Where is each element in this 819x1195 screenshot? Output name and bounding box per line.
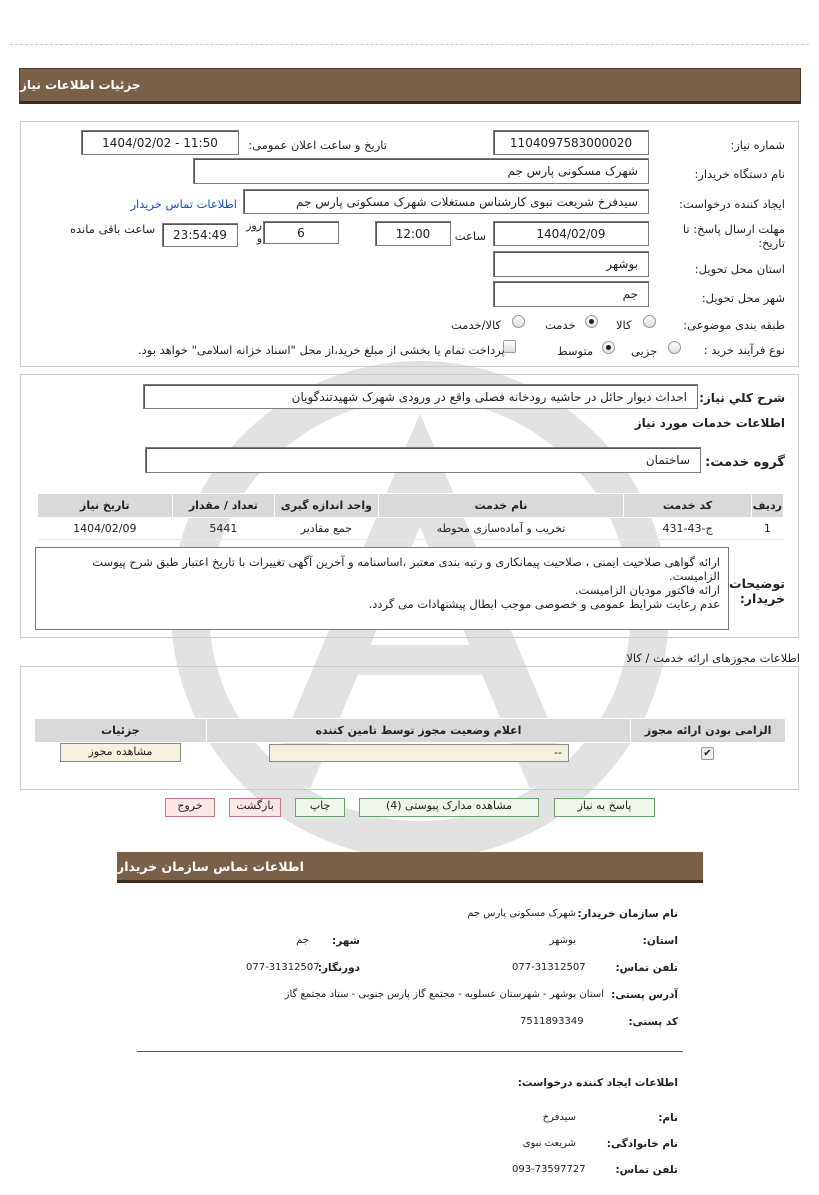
contact-title: اطلاعات تماس سازمان خریدار: [117, 858, 304, 874]
category-radio-goods[interactable]: [643, 315, 656, 328]
buyer-note-line: ارائه گواهی صلاحیت ایمنی ، صلاحیت پیمانکاری و رتبه بندی معتبر ،اساسنامه و آخرین آگهی تغییرات با تاریخ اعتبار طبق شرح پیوست الزامیست.: [92, 555, 720, 583]
deadline-date-field[interactable]: 1404/02/09: [493, 221, 649, 246]
process-option-minor: جزیی: [631, 344, 658, 358]
cell-unit: جمع مقادیر: [275, 518, 379, 540]
services-table: [37, 493, 784, 540]
services-table-header-row: [38, 494, 784, 518]
process-radio-minor[interactable]: [668, 341, 681, 354]
col-unit: واحد اندازه گیری: [275, 494, 379, 518]
view-attachments-button[interactable]: مشاهده مدارک پیوستی (4): [359, 798, 539, 817]
contact-phone-label: تلفن تماس:: [615, 962, 678, 974]
remaining-time-label: ساعت باقی مانده: [70, 222, 156, 236]
print-button[interactable]: چاپ: [295, 798, 345, 817]
buyer-org-field[interactable]: شهرک مسکونی پارس جم: [193, 158, 649, 184]
col-service-code: کد خدمت: [624, 494, 751, 518]
page-title: جزئیات اطلاعات نیاز: [20, 78, 141, 92]
category-radio-service[interactable]: [585, 315, 598, 328]
contact-postal-label: کد پستی:: [628, 1016, 678, 1028]
summary-field[interactable]: احداث دیوار حائل در حاشیه رودخانه فصلی واقع در ورودی شهرک شهیدتندگویان: [143, 384, 698, 409]
contact-fax-label: دورنگار:: [317, 962, 360, 974]
days-label: روز و: [246, 219, 262, 245]
cell-service-name: تخریب و آماده‌سازی محوطه: [378, 518, 624, 540]
creator-name-value: سیدفرخ: [542, 1112, 576, 1123]
contact-address-label: آدرس پستی:: [611, 989, 678, 1001]
cell-quantity: 5441: [172, 518, 275, 540]
days-remaining-field[interactable]: 6: [263, 221, 339, 244]
contact-phone-value: 077-31312507: [512, 962, 586, 973]
creator-field[interactable]: سیدفرخ شریعت نبوی کارشناس مستغلات شهرک مسکونی پارس جم: [243, 189, 649, 214]
reply-to-need-button[interactable]: پاسخ به نیاز: [554, 798, 655, 817]
need-number-field[interactable]: 1104097583000020: [493, 130, 649, 155]
buyer-org-label: نام دستگاه خریدار:: [694, 167, 785, 181]
need-number-label: شماره نیاز:: [730, 138, 785, 152]
table-row: [38, 518, 784, 540]
creator-info-title: اطلاعات ایجاد کننده درخواست:: [517, 1077, 678, 1089]
buyer-notes-label: توضیحات خریدار:: [729, 576, 785, 606]
contact-province-label: استان:: [642, 935, 678, 947]
col-need-date: تاریخ نیاز: [38, 494, 173, 518]
contact-postal-value: 7511893349: [520, 1016, 584, 1027]
province-label: استان محل تحویل:: [694, 262, 785, 276]
category-option-service: خدمت: [545, 318, 576, 332]
col-permit-status: اعلام وضعیت مجوز توسط تامین کننده: [206, 719, 630, 743]
contact-header: [117, 852, 703, 883]
exit-button[interactable]: خروج: [165, 798, 215, 817]
category-option-goods-service: کالا/خدمت: [451, 318, 502, 332]
creator-label: ایجاد کننده درخواست:: [679, 197, 785, 211]
contact-city-value: جم: [296, 935, 309, 946]
permits-title: اطلاعات مجوزهای ارائه خدمت / کالا: [626, 651, 800, 665]
creator-name-label: نام:: [658, 1112, 678, 1124]
view-permit-button[interactable]: مشاهده مجوز: [60, 743, 181, 762]
buyer-notes-box: [35, 547, 729, 630]
col-row-number: ردیف: [751, 494, 783, 518]
buyer-note-line: ارائه فاکتور مودیان الزامیست.: [574, 583, 720, 597]
category-radio-goods-service[interactable]: [512, 315, 525, 328]
contact-province-value: بوشهر: [549, 935, 576, 946]
process-radio-medium[interactable]: [602, 341, 615, 354]
province-field[interactable]: بوشهر: [493, 251, 649, 277]
deadline-hour-label: ساعت: [454, 229, 486, 243]
col-permit-required: الزامی بودن ارائه مجوز: [631, 719, 786, 743]
creator-phone-value: 093-73597727: [512, 1164, 586, 1175]
city-field[interactable]: جم: [493, 281, 649, 307]
remaining-time-field[interactable]: 23:54:49: [162, 223, 238, 247]
contact-divider: [137, 1051, 683, 1052]
buyer-note-line: عدم رعایت شرایط عمومی و خصوصی موجب ابطال پیشنهادات می گردد.: [368, 597, 720, 611]
back-button[interactable]: بازگشت: [229, 798, 281, 817]
category-label: طبقه بندی موضوعی:: [683, 318, 785, 332]
category-option-goods: کالا: [616, 318, 632, 332]
process-type-label: نوع فرآیند خرید :: [703, 343, 785, 357]
contact-fax-value: 077-31312507: [246, 962, 320, 973]
cell-row-number: 1: [751, 518, 783, 540]
service-group-label: گروه خدمت:: [705, 455, 785, 470]
creator-family-label: نام خانوادگی:: [606, 1138, 678, 1150]
creator-family-value: شریعت نبوی: [522, 1138, 576, 1149]
permit-status-field: --: [269, 744, 569, 762]
deadline-label: مهلت ارسال پاسخ: تا تاریخ:: [682, 222, 785, 250]
contact-org-value: شهرک مسکونی پارس جم: [467, 908, 576, 919]
buyer-contact-link[interactable]: اطلاعات تماس خریدار: [130, 197, 237, 211]
treasury-note: پرداخت تمام یا بخشی از مبلغ خرید،از محل "اسناد خزانه اسلامی" خواهد بود.: [138, 343, 505, 357]
contact-city-label: شهر:: [332, 935, 360, 947]
top-divider: [10, 44, 809, 45]
cell-need-date: 1404/02/09: [38, 518, 173, 540]
permits-table-header-row: [35, 719, 786, 743]
city-label: شهر محل تحویل:: [701, 291, 785, 305]
announce-datetime-field[interactable]: 1404/02/02 - 11:50: [81, 130, 239, 155]
deadline-time-field[interactable]: 12:00: [375, 221, 451, 246]
services-section-title: اطلاعات خدمات مورد نیاز: [634, 416, 785, 430]
announce-label: تاریخ و ساعت اعلان عمومی:: [248, 138, 387, 152]
contact-org-label: نام سازمان خریدار:: [577, 908, 678, 920]
permit-required-checkbox: ✔: [701, 747, 714, 760]
col-permit-details: جزئیات: [35, 719, 207, 743]
col-service-name: نام خدمت: [378, 494, 624, 518]
col-quantity: تعداد / مقدار: [172, 494, 275, 518]
summary-label: شرح کلي نياز:: [699, 391, 785, 405]
permits-table: [34, 718, 786, 743]
contact-address-value: استان بوشهر - شهرستان عسلویه - مجتمع گاز پارس جنوبی - ستاد مجتمع گاز: [284, 989, 604, 1000]
page-header: [19, 68, 801, 104]
cell-service-code: ج-43-431: [624, 518, 751, 540]
process-option-medium: متوسط: [557, 344, 594, 358]
creator-phone-label: تلفن تماس:: [615, 1164, 678, 1176]
service-group-field[interactable]: ساختمان: [145, 447, 701, 473]
